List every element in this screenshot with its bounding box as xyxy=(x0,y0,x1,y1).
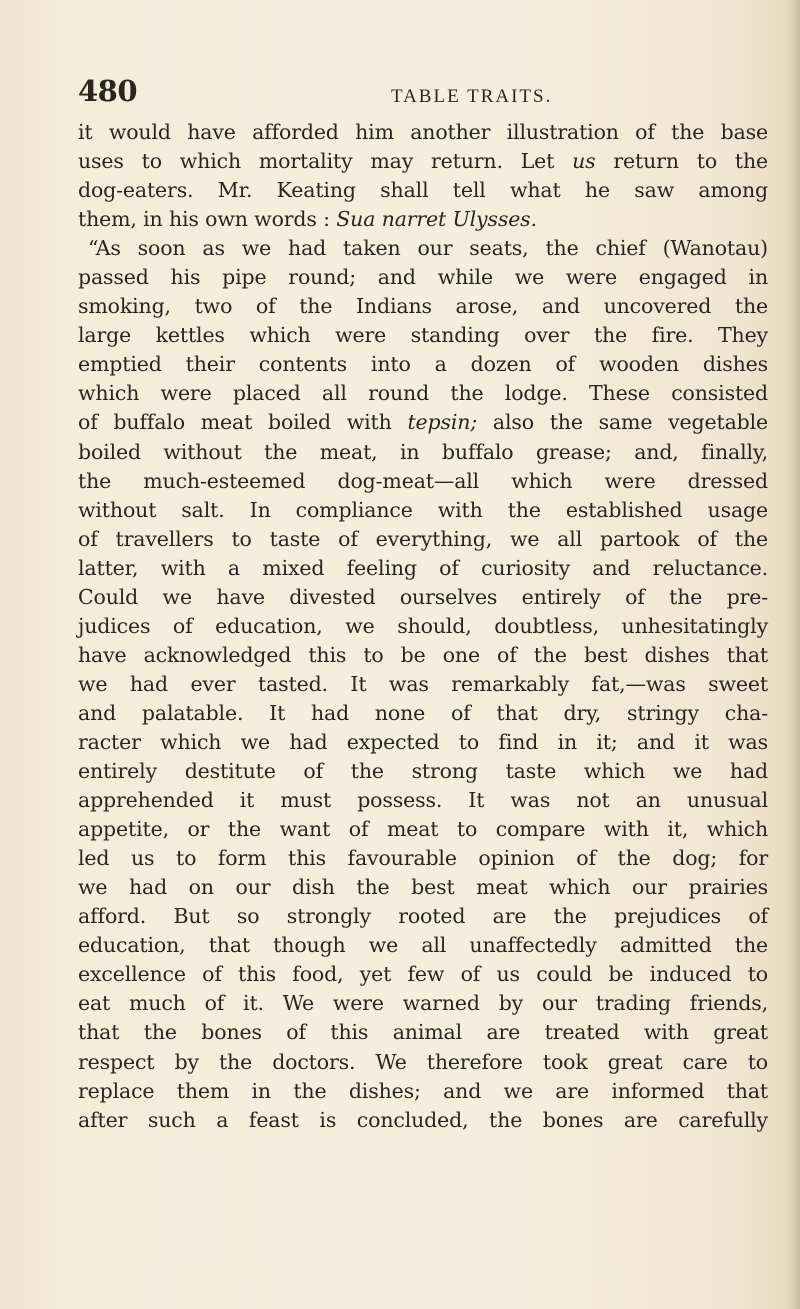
text-line: entirely destitute of the strong taste which we had xyxy=(78,759,768,784)
text-line: racter which we had expected to find in it; and it was xyxy=(78,729,768,754)
text-line: passed his pipe round; and while we were engaged in xyxy=(78,265,768,290)
page-number: 480 xyxy=(78,74,138,108)
text-line: emptied their contents into a dozen of wooden dishes xyxy=(78,352,768,377)
text-line: eat much of it. We were warned by our trading friends, xyxy=(78,991,768,1016)
text-line: without salt. In compliance with the established usage xyxy=(78,497,768,522)
text-line: led us to form this favourable opinion of the dog; for xyxy=(78,846,768,871)
text-line: judices of education, we should, doubtless, unhesitatingly xyxy=(78,613,768,638)
text-line: it would have afforded him another illustration of the base xyxy=(78,120,768,144)
text-line: respect by the doctors. We therefore took great care to xyxy=(78,1049,768,1074)
text-line: after such a feast is concluded, the bones are carefully xyxy=(78,1107,768,1132)
text-line: afford. But so strongly rooted are the prejudices of xyxy=(78,904,768,929)
text-line: education, that though we all unaffectedly admitted the xyxy=(78,933,768,958)
text-line: we had on our dish the best meat which our prairies xyxy=(78,875,768,900)
running-title: TABLE TRAITS. xyxy=(391,86,553,107)
text-line: latter, with a mixed feeling of curiosity and reluctance. xyxy=(78,555,768,580)
text-line: dog-eaters. Mr. Keating shall tell what he saw among xyxy=(78,178,768,203)
body-text xyxy=(78,118,768,1135)
text-line: of buffalo meat boiled with tepsin; also the same vegetable xyxy=(78,410,769,435)
page-edge-shadow xyxy=(786,0,800,1309)
text-line: and palatable. It had none of that dry, stringy cha- xyxy=(78,700,768,725)
text-line: apprehended it must possess. It was not an unusual xyxy=(78,788,768,813)
text-line: uses to which mortality may return. Let us return to the xyxy=(78,149,769,174)
page-header xyxy=(0,72,800,112)
text-line: Could we have divested ourselves entirely of the pre- xyxy=(78,584,768,609)
text-line: them, in his own words : Sua narret Ulysses. xyxy=(78,207,537,232)
italic-phrase: tepsin; xyxy=(407,410,478,435)
italic-phrase: Sua narret Ulysses. xyxy=(336,207,537,232)
text-line: of travellers to taste of everything, we all partook of the xyxy=(78,526,768,551)
text-line: which were placed all round the lodge. These consisted xyxy=(78,381,768,406)
text-line: appetite, or the want of meat to compare with it, which xyxy=(78,817,768,842)
text-line: replace them in the dishes; and we are informed that xyxy=(78,1078,768,1103)
italic-phrase: us xyxy=(572,149,596,174)
text-line: the much-esteemed dog-meat—all which were dressed xyxy=(78,468,768,493)
text-line: excellence of this food, yet few of us could be induced to xyxy=(78,962,768,987)
text-line: we had ever tasted. It was remarkably fat,—was sweet xyxy=(78,671,768,696)
text-line: have acknowledged this to be one of the best dishes that xyxy=(78,642,768,667)
text-line: that the bones of this animal are treated with great xyxy=(78,1020,768,1045)
text-line: boiled without the meat, in buffalo grease; and, finally, xyxy=(78,439,768,464)
text-line: large kettles which were standing over the fire. They xyxy=(78,323,768,348)
text-line: “As soon as we had taken our seats, the chief (Wanotau) xyxy=(88,236,768,261)
text-line: smoking, two of the Indians arose, and uncovered the xyxy=(78,294,768,319)
